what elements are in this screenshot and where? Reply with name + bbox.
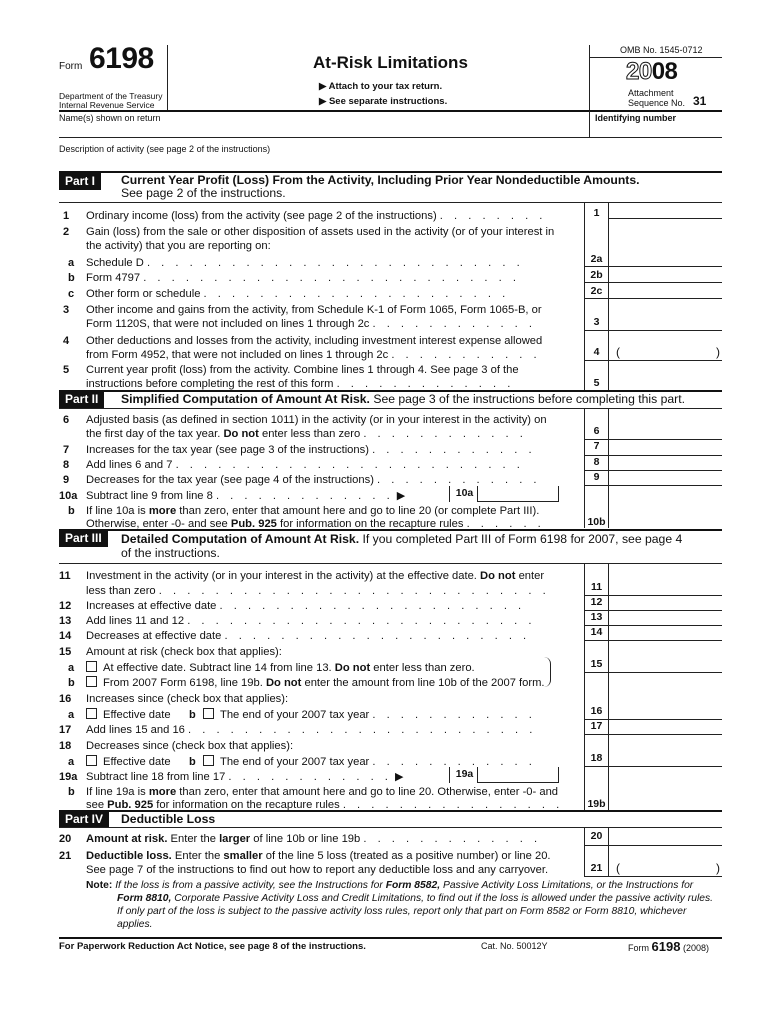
box-20: 20 xyxy=(590,830,603,842)
line-8-label: Add lines 6 and 7 xyxy=(86,459,173,471)
box-21: 21 xyxy=(590,862,603,874)
catalog-number: Cat. No. 50012Y xyxy=(481,941,548,951)
line-4-text1: Other deductions and losses from the activity, including investment interest expense allowed xyxy=(86,335,543,347)
line-10a-label: Subtract line 9 from line 8 xyxy=(86,490,213,502)
line-20-post: of line 10b or line 19b xyxy=(253,833,361,845)
box-9: 9 xyxy=(593,471,600,483)
line-21-bold: Deductible loss. xyxy=(86,850,172,862)
line-17-num: 17 xyxy=(59,724,72,736)
see-instructions: ▶ See separate instructions. xyxy=(319,96,448,107)
tax-year-bold: 08 xyxy=(651,58,678,85)
line-16b-letter: b xyxy=(189,709,196,721)
footer-form-number: 6198 xyxy=(651,939,681,954)
line-6-text1: Adjusted basis (as defined in section 1011) in the activity (or in your interest in the activity) on xyxy=(86,414,547,426)
line-5-text1: Current year profit (loss) from the activity. Combine lines 1 through 4. See page 3 of the xyxy=(86,364,519,376)
line-15b-letter: b xyxy=(68,677,75,689)
line-4-text2: from Form 4952, that were not included on lines 1 through 2c . . . . . . . . . . . xyxy=(86,349,541,361)
box-16: 16 xyxy=(590,705,603,717)
line-10b-post: than zero, enter that amount here and go to line 20 (or complete Part III). xyxy=(179,505,540,517)
box-2b: 2b xyxy=(590,269,603,281)
line-2b-letter: b xyxy=(68,272,75,284)
line-15a-bold: Do not xyxy=(334,662,371,674)
line-18a-text xyxy=(86,755,171,769)
line-14-amount[interactable] xyxy=(584,640,722,641)
line-2a-text: Schedule D . . . . . . . . . . . . . . . . . . . . . . . . . . . xyxy=(86,257,524,269)
part1-subtitle: See page 2 of the instructions. xyxy=(121,186,286,200)
line-11-post: enter xyxy=(518,570,545,582)
line-21-text2: See page 7 of the instructions to find out how to report any deductible loss and any carryover. xyxy=(86,864,549,876)
names-label: Name(s) shown on return xyxy=(59,113,161,123)
line-16a-text xyxy=(86,708,171,722)
line-15a-pre: At effective date. Subtract line 14 from line 13. xyxy=(103,662,332,674)
line-2-text2: the activity) that you are reporting on: xyxy=(86,240,271,252)
brace-15 xyxy=(544,657,551,687)
box-1: 1 xyxy=(593,207,600,219)
line-11-text2: less than zero . . . . . . . . . . . . . . . . . . . . . . . . . . . . xyxy=(86,585,550,597)
line-16a-label: Effective date xyxy=(103,709,171,721)
line-7-text: Increases for the tax year (see page 3 of the instructions) . . . . . . . . . . . . xyxy=(86,444,536,456)
line-8-text: Add lines 6 and 7 . . . . . . . . . . . . . . . . . . . . . . . . . xyxy=(86,459,524,471)
line-10b2-pre: Otherwise, enter -0- and see xyxy=(86,518,228,530)
box-14: 14 xyxy=(590,626,603,638)
line-15b-text xyxy=(86,676,545,690)
line-8-num: 8 xyxy=(63,459,70,471)
identifying-number-label: Identifying number xyxy=(595,113,676,123)
line-13-label: Add lines 11 and 12 xyxy=(86,615,185,627)
line-19b2-bold: Pub. 925 xyxy=(107,799,154,811)
line-2c-text: Other form or schedule . . . . . . . . . . . . . . . . . . . . . . xyxy=(86,288,510,300)
line-7-num: 7 xyxy=(63,444,70,456)
line-15b-post: enter the amount from line 10b of the 2007 form. xyxy=(304,677,545,689)
line-19a-amount[interactable] xyxy=(477,782,558,783)
line-2a-letter: a xyxy=(68,257,75,269)
line-15-text: Amount at risk (check box that applies): xyxy=(86,646,282,658)
line-3-text2: Form 1120S, that were not included on lines 1 through 2c . . . . . . . . . . . . xyxy=(86,318,536,330)
part2-title-bold: Simplified Computation of Amount At Risk. xyxy=(121,392,370,406)
line-2b-amount[interactable] xyxy=(584,282,722,283)
part2-title-rest: See page 3 of the instructions before completing this part. xyxy=(373,392,685,406)
note1-c: Passive Activity Loss Limitations, or the Instructions for xyxy=(442,880,694,891)
note4: applies. xyxy=(117,919,153,930)
line-4-paren-open: ( xyxy=(616,345,620,359)
line-11-pre: Investment in the activity (or in your interest in the activity) at the effective date. xyxy=(86,570,477,582)
line-3-amount[interactable] xyxy=(584,330,722,331)
line-2b-text: Form 4797 . . . . . . . . . . . . . . . . . . . . . . . . . . . xyxy=(86,272,520,284)
line-6-pre: the first day of the tax year. xyxy=(86,428,221,440)
note2-b: Corporate Passive Activity Loss and Credit Limitations, to find out if the loss is allowed under the passive activity rules. xyxy=(174,893,713,904)
box-7: 7 xyxy=(593,440,600,452)
line-18-num: 18 xyxy=(59,740,72,752)
line-16b-text: The end of your 2007 tax year . . . . . . . . . . . . xyxy=(203,708,536,722)
footer-form-word: Form xyxy=(628,943,649,953)
line-13-num: 13 xyxy=(59,615,72,627)
line-20-text: Amount at risk. Enter the larger of line 10b or line 19b . . . . . . . . . . . . . xyxy=(86,833,542,845)
checkbox-18b[interactable] xyxy=(203,755,214,766)
box-2c: 2c xyxy=(590,285,603,297)
line-10b-text2: Otherwise, enter -0- and see Pub. 925 for information on the recapture rules . . . . . . xyxy=(86,518,545,530)
line-15b-pre: From 2007 Form 6198, line 19b. xyxy=(103,677,263,689)
box-12: 12 xyxy=(590,596,603,608)
line-4-amount[interactable] xyxy=(584,360,722,361)
line-7-label: Increases for the tax year (see page 3 of the instructions) xyxy=(86,444,369,456)
line-18b-text: The end of your 2007 tax year . . . . . . . . . . . . xyxy=(203,755,536,769)
box-3: 3 xyxy=(593,316,600,328)
line-18-text: Decreases since (check box that applies): xyxy=(86,740,294,752)
line-10b-pre: If line 10a is xyxy=(86,505,146,517)
box-19a: 19a xyxy=(455,768,474,780)
line-15a-letter: a xyxy=(68,662,75,674)
line-5-num: 5 xyxy=(63,364,70,376)
line-10a-amount[interactable] xyxy=(477,501,558,502)
line-2a-label: Schedule D xyxy=(86,257,144,269)
form-word: Form xyxy=(59,61,83,72)
line-10b-text1 xyxy=(86,504,539,518)
line-2c-label: Other form or schedule xyxy=(86,288,201,300)
line-6-post: enter less than zero xyxy=(261,428,361,440)
line-19b-bold: more xyxy=(148,786,177,798)
line-10a-text: Subtract line 9 from line 8 . . . . . . . . . . . . . ▶ xyxy=(86,490,406,502)
line-20-bold2: larger xyxy=(219,833,251,845)
part1-title: Current Year Profit (Loss) From the Activity, Including Prior Year Nondeductible Amounts. xyxy=(121,173,640,187)
line-15a-text xyxy=(86,661,475,675)
part2-title xyxy=(121,392,685,407)
line-21-paren-open: ( xyxy=(616,861,620,875)
line-21-paren-close: ) xyxy=(716,861,720,875)
note2-a: Form 8810, xyxy=(117,893,172,904)
line-19a-num: 19a xyxy=(59,771,78,783)
description-label: Description of activity (see page 2 of the instructions) xyxy=(59,144,271,154)
line-21-post: of the line 5 loss (treated as a positive number) or line 20. xyxy=(265,850,551,862)
checkbox-16a[interactable] xyxy=(86,708,97,719)
dept-line2: Internal Revenue Service xyxy=(59,100,155,110)
line-19a-text: Subtract line 18 from line 17 . . . . . . . . . . . . ▶ xyxy=(86,771,404,783)
note1-a: If the loss is from a passive activity, see the Instructions for xyxy=(115,880,383,891)
line-4-paren-close: ) xyxy=(716,345,720,359)
part4-tag: Part IV xyxy=(59,811,109,828)
paperwork-notice: For Paperwork Reduction Act Notice, see page 8 of the instructions. xyxy=(59,941,366,952)
line-5-text2: instructions before completing the rest of this form . . . . . . . . . . . . . xyxy=(86,378,515,390)
tax-year xyxy=(626,58,677,86)
part2-tag: Part II xyxy=(59,391,104,408)
checkbox-15b[interactable] xyxy=(86,676,97,687)
part3-title xyxy=(121,532,682,547)
line-11-bold: Do not xyxy=(480,570,516,582)
line-21-num: 21 xyxy=(59,850,72,862)
line-14-label: Decreases at effective date xyxy=(86,630,222,642)
line-14-text: Decreases at effective date . . . . . . . . . . . . . . . . . . . . . . xyxy=(86,630,531,642)
line-1-text: Ordinary income (loss) from the activity (see page 2 of the instructions) . . . . . . . . xyxy=(86,210,547,222)
line-11-num: 11 xyxy=(59,570,71,582)
line-15-amount[interactable] xyxy=(584,672,722,673)
part4-title: Deductible Loss xyxy=(121,812,216,826)
note3: If only part of the loss is subject to the passive activity loss rules, report only that part on Form 8582 or Form 8810, whichever xyxy=(117,906,687,917)
line-2-text1: Gain (loss) from the sale or other disposition of assets used in the activity (or of your interest in xyxy=(86,226,555,238)
line-4-label: from Form 4952, that were not included on lines 1 through 2c xyxy=(86,349,389,361)
line-18a-label: Effective date xyxy=(103,756,171,768)
line-5-label: instructions before completing the rest of this form xyxy=(86,378,334,390)
line-11-label: less than zero xyxy=(86,585,156,597)
sequence-number: 31 xyxy=(693,94,707,108)
box-11: 11 xyxy=(590,581,603,593)
line-18b-label: The end of your 2007 tax year xyxy=(220,756,370,768)
line-2a-amount[interactable] xyxy=(584,266,722,267)
line-20-amount[interactable] xyxy=(584,845,722,846)
line-9-num: 9 xyxy=(63,474,70,486)
line-3-text1: Other income and gains from the activity, from Schedule K-1 of Form 1065, Form 1065-B, or xyxy=(86,304,542,316)
line-12-text: Increases at effective date . . . . . . . . . . . . . . . . . . . . . . xyxy=(86,600,526,612)
line-12-num: 12 xyxy=(59,600,72,612)
line-10b2-post: for information on the recapture rules xyxy=(280,518,464,530)
line-11-text1 xyxy=(86,569,544,583)
line-20-mid: Enter the xyxy=(170,833,216,845)
tax-year-outline: 20 xyxy=(626,58,652,85)
part3-title-bold: Detailed Computation of Amount At Risk. xyxy=(121,532,360,546)
line-18b-letter: b xyxy=(189,756,196,768)
line-16-text: Increases since (check box that applies): xyxy=(86,693,289,705)
line-15a-post: enter less than zero. xyxy=(373,662,475,674)
line-10b2-bold: Pub. 925 xyxy=(230,518,277,530)
line-1-amount[interactable] xyxy=(608,218,722,219)
line-2c-amount[interactable] xyxy=(584,298,722,299)
box-19b: 19b xyxy=(587,798,606,810)
line-2b-label: Form 4797 xyxy=(86,272,141,284)
line-19a-label: Subtract line 18 from line 17 xyxy=(86,771,226,783)
line-6-bold: Do not xyxy=(223,428,259,440)
form-title: At-Risk Limitations xyxy=(313,53,468,72)
line-6-text2: the first day of the tax year. Do not enter less than zero . . . . . . . . . . . . xyxy=(86,428,527,440)
line-3-label: Form 1120S, that were not included on lines 1 through 2c xyxy=(86,318,370,330)
box-10a: 10a xyxy=(455,487,474,499)
checkbox-16b[interactable] xyxy=(203,708,214,719)
checkbox-18a[interactable] xyxy=(86,755,97,766)
line-17-amount[interactable] xyxy=(584,734,722,735)
form-number: 6198 xyxy=(89,42,154,75)
attach-instruction: ▶ Attach to your tax return. xyxy=(319,81,443,92)
line-13-text: Add lines 11 and 12 . . . . . . . . . . . . . . . . . . . . . . . . . xyxy=(86,615,536,627)
attachment-label: Attachment xyxy=(628,88,674,98)
line-10b-letter: b xyxy=(68,505,75,517)
box-5: 5 xyxy=(593,377,600,389)
line-14-num: 14 xyxy=(59,630,72,642)
box-8: 8 xyxy=(593,456,600,468)
note-label: Note: xyxy=(86,880,113,891)
line-12-label: Increases at effective date xyxy=(86,600,217,612)
line-4-num: 4 xyxy=(63,335,70,347)
part1-tag: Part I xyxy=(59,173,101,190)
line-9-text: Decreases for the tax year (see page 4 of the instructions) . . . . . . . . . . . . xyxy=(86,474,541,486)
line-2c-letter: c xyxy=(68,288,75,300)
line-6-num: 6 xyxy=(63,414,70,426)
line-19b-letter: b xyxy=(68,786,75,798)
box-2a: 2a xyxy=(590,253,603,265)
line-21-bold2: smaller xyxy=(223,850,263,862)
line-10a-num: 10a xyxy=(59,490,78,502)
line-15b-bold: Do not xyxy=(265,677,302,689)
line-18a-letter: a xyxy=(68,756,75,768)
checkbox-15a[interactable] xyxy=(86,661,97,672)
line-19b-text1 xyxy=(86,785,558,799)
line-9-label: Decreases for the tax year (see page 4 of the instructions) xyxy=(86,474,374,486)
box-13: 13 xyxy=(590,611,603,623)
line-21-mid: Enter the xyxy=(174,850,221,862)
line-19b2-pre: see xyxy=(86,799,105,811)
sequence-label: Sequence No. xyxy=(628,98,686,108)
line-3-num: 3 xyxy=(63,304,70,316)
line-17-text: Add lines 15 and 16 . . . . . . . . . . . . . . . . . . . . . . . . . xyxy=(86,724,537,736)
part3-tag: Part III xyxy=(59,530,108,547)
line-18-amount[interactable] xyxy=(584,766,722,767)
line-19b2-post: for information on the recapture rules xyxy=(156,799,340,811)
line-1-label: Ordinary income (loss) from the activity (see page 2 of the instructions) xyxy=(86,210,437,222)
box-15: 15 xyxy=(590,658,603,670)
line-19b-text2: see Pub. 925 for information on the recapture rules . . . . . . . . . . . . . . . . xyxy=(86,799,564,811)
box-10b: 10b xyxy=(587,516,606,528)
line-21-text1 xyxy=(86,849,551,863)
line-17-label: Add lines 15 and 16 xyxy=(86,724,185,736)
line-19b-pre: If line 19a is xyxy=(86,786,146,798)
line-20-bold: Amount at risk. xyxy=(86,833,168,845)
footer-year: (2008) xyxy=(682,943,709,953)
line-16b-label: The end of your 2007 tax year xyxy=(220,709,370,721)
line-10b-bold: more xyxy=(148,505,177,517)
box-17: 17 xyxy=(590,720,603,732)
dept-line1: Department of the Treasury xyxy=(59,91,163,101)
note-block xyxy=(86,879,724,931)
note1-b: Form 8582, xyxy=(385,880,441,891)
line-9-amount[interactable] xyxy=(584,485,722,486)
line-20-num: 20 xyxy=(59,833,72,845)
part3-subtitle: of the instructions. xyxy=(121,546,220,560)
line-19b-post: than zero, enter that amount here and go to line 20. Otherwise, enter -0- and xyxy=(179,786,559,798)
box-4: 4 xyxy=(593,346,600,358)
omb-number: OMB No. 1545-0712 xyxy=(620,45,703,55)
part3-title-rest: If you completed Part III of Form 6198 for 2007, see page 4 xyxy=(362,532,683,546)
box-6: 6 xyxy=(593,425,600,437)
line-21-amount[interactable] xyxy=(584,876,722,877)
line-15-num: 15 xyxy=(59,646,72,658)
line-16a-letter: a xyxy=(68,709,75,721)
line-16-num: 16 xyxy=(59,693,72,705)
line-1-num: 1 xyxy=(63,210,70,222)
footer-form xyxy=(628,939,709,954)
line-2-num: 2 xyxy=(63,226,70,238)
box-18: 18 xyxy=(590,752,603,764)
